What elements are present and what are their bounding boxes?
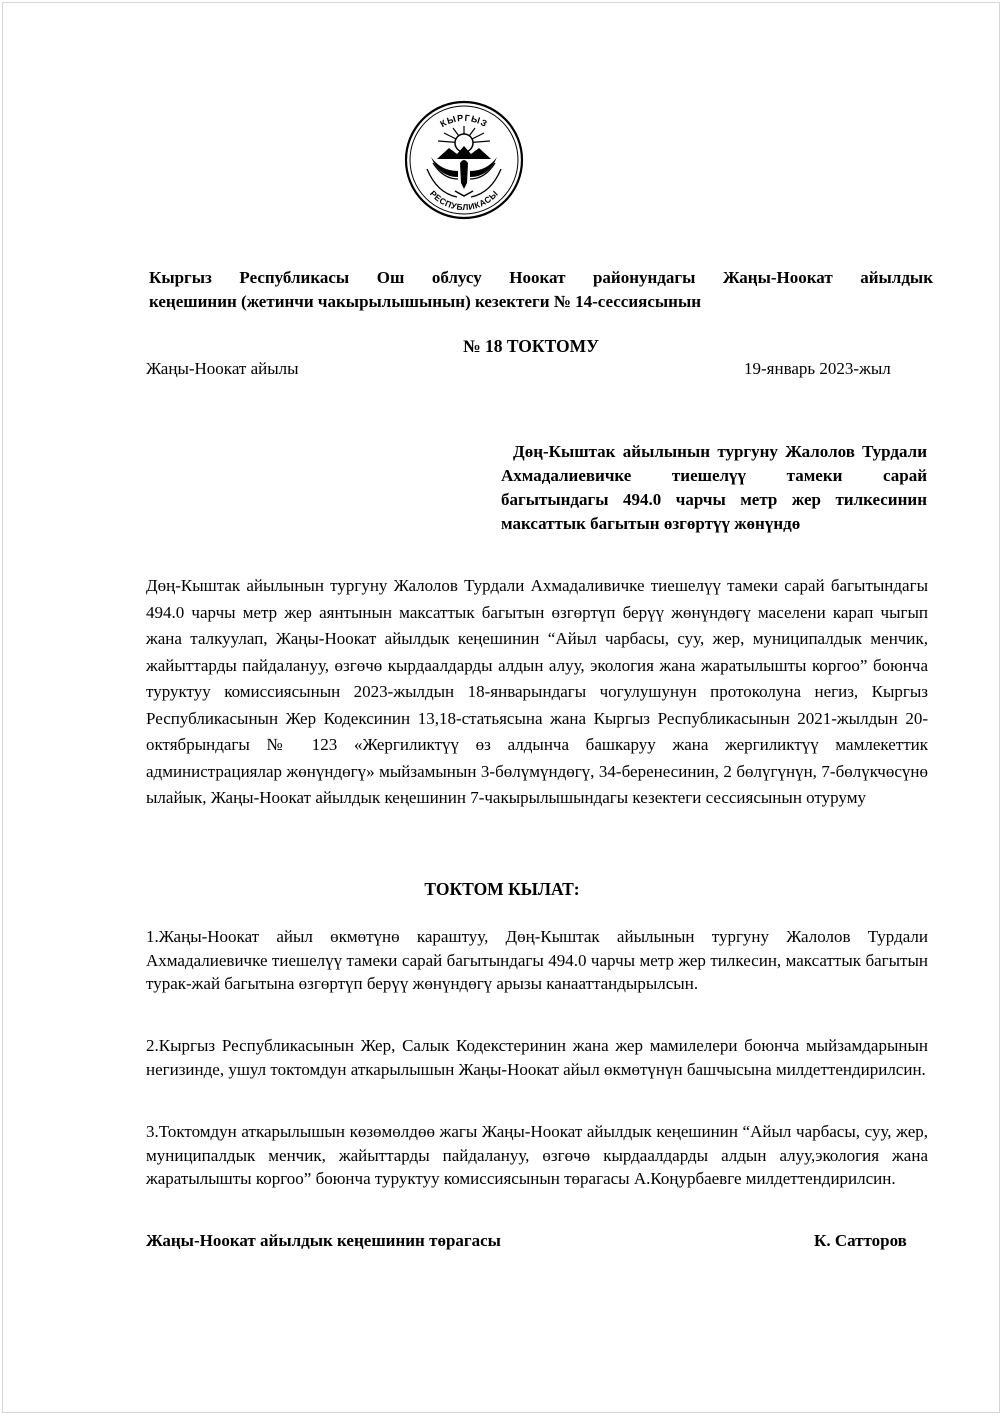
emblem-bottom-text: РЕСПУБЛИКАСЫ bbox=[427, 188, 501, 213]
state-emblem-icon bbox=[403, 99, 525, 221]
decision-title: ТОКТОМ КЫЛАТ: bbox=[424, 879, 580, 899]
preamble-paragraph: Дөң-Кыштак айылынын тургуну Жалолов Турдали Ахмадаливичке тиешелүү тамеки сарай багытындагы 494.0 чарчы метр жер аянтынын максаттык багытын өзгөртүп берүү жөнүндөгү маселени карап чыгып жана талкуулап, Жаңы-Ноокат айылдык кеңешинин “Айыл чарбасы, суу, жер, муниципалдык менчик, жайыттарды пайдалануу, өзгөчө кырдаалдарды алдын алуу, экология жана жаратылышты коргоо” боюнча туруктуу комиссиясынын 2023-жылдын 18-январындагы чогулушунун протоколуна негиз, Кыргыз Республикасынын Жер Кодексинин 13,18-статьясына жана Кыргыз Республикасынын 2021-жылдын 20-октябрындагы № 123 «Жергиликтүү өз алдынча башкаруу жана жергиликтүү мамлекеттик администрациялар жөнүндөгү» мыйзамынын 3-бөлүмүндөгү, 34-беренесинин, 2 бөлүгүнүн, 7-бөлүкчөсүнө ылайык, Жаңы-Ноокат айылдык кеңешинин 7-чакырылышындагы кезектеги сессиясынын отуруму bbox=[146, 576, 928, 807]
header-line-2: кеңешинин (жетинчи чакырылышынын) кезектеги № 14-сессиясынын bbox=[149, 292, 702, 311]
document-header bbox=[149, 266, 933, 314]
document-place: Жаңы-Ноокат айылы bbox=[146, 359, 299, 378]
signature-role: Жаңы-Ноокат айылдык кеңешинин төрагасы bbox=[146, 1231, 501, 1250]
decision-item-1: 1.Жаңы-Ноокат айыл өкмөтүнө караштуу, Дөң-Кыштак айылынын тургуну Жалолов Турдали Ахмадалиевичке тиешелүү тамеки сарай багытындагы 494.0 чарчы метр жер тилкесин, максаттык багытын турак-жай багытына өзгөртүп берүү жөнүндөгү арызы канааттандырылсын. bbox=[146, 927, 928, 993]
header-line-1: Кыргыз Республикасы Ош облусу Ноокат районундагы Жаңы-Ноокат айылдык bbox=[149, 268, 933, 287]
decision-item-2: 2.Кыргыз Республикасынын Жер, Салык Кодекстеринин жана жер мамилелери боюнча мыйзамдарынын негизинде, ушул токтомдун аткарылышын Жаңы-Ноокат айыл өкмөтүнүн башчысына милдеттендирилсин. bbox=[146, 1036, 928, 1079]
document-number: № 18 ТОКТОМУ bbox=[463, 336, 599, 356]
svg-text:РЕСПУБЛИКАСЫ bbox=[428, 188, 500, 212]
emblem-top-text: КЫРГЫЗ bbox=[438, 112, 490, 130]
document-date: 19-январь 2023-жыл bbox=[744, 359, 891, 378]
decision-item-3: 3.Токтомдун аткарылышын көзөмөлдөө жагы Жаңы-Ноокат айылдык кеңешинин “Айыл чарбасы, суу, жер, муниципалдык менчик, жайыттарды пайдалануу, өзгөчө кырдаалдарды алдын алуу,экология жана жаратылышты коргоо” боюнча туруктуу комиссиясынын төрагасы А.Коңурбаевге милдеттендирилсин. bbox=[146, 1122, 928, 1188]
state-emblem-seal bbox=[403, 99, 525, 221]
document-subject: Дөң-Кыштак айылынын тургуну Жалолов Турдали Ахмадалиевичке тиешелүү тамеки сарай багытындагы 494.0 чарчы метр жер тилкесинин максаттык багытын өзгөртүү жөнүндө bbox=[501, 442, 927, 533]
signature-name: К. Сатторов bbox=[814, 1231, 907, 1250]
